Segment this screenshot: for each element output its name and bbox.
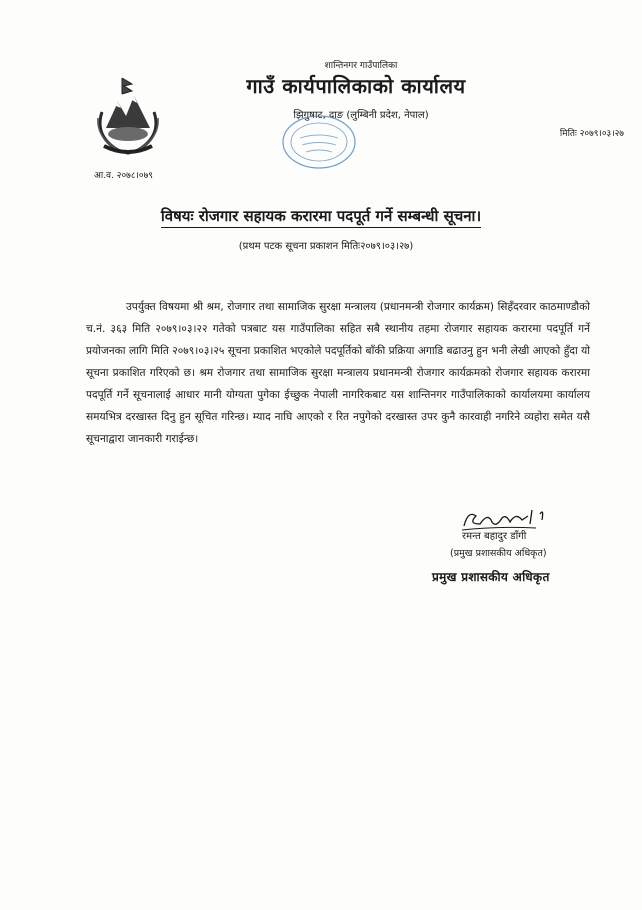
municipality-name: शान्तिनगर गाउँपालिका <box>324 61 398 71</box>
office-address: झिगुषाट, दाङ (लुम्बिनी प्रदेश, नेपाल) <box>293 110 429 121</box>
publication-date-note: (प्रथम पटक सूचना प्रकाशन मितिः२०७९।०३।२७) <box>238 241 414 252</box>
notice-subject: विषयः रोजगार सहायक करारमा पदपूर्त गर्ने सम्बन्धी सूचना। <box>161 206 481 228</box>
office-title: गाउँ कार्यपालिकाको कार्यालय <box>246 74 466 98</box>
office-stamp-icon <box>278 112 360 172</box>
subject-line <box>0 206 642 228</box>
notice-body: उपर्युक्त विषयमा श्री श्रम, रोजगार तथा सामाजिक सुरक्षा मन्त्रालय (प्रधानमन्त्री रोजगार कार्यक्रम) सिहँदरवार काठमाण्डौको च.नं. ३६३ मिति २०७९।०३।२२ गतेको पत्रबाट यस गाउँपालिका सहित सबै स्थानीय तहमा रोजगार सहायक करारमा पदपूर्ति गर्ने प्रयोजनका लागि मिति २०७९।०३।२५ सूचना प्रकाशित भएकोले पदपूर्तिको बाँकी प्रक्रिया अगाडि बढाउनु हुन भनी लेखी आएको हुँदा यो सूचना प्रकाशित गरिएको छ। श्रम रोजगार तथा सामाजिक सुरक्षा मन्त्रालय प्रधानमन्त्री रोजगार कार्यक्रमको रोजगार सहायक करारमा पदपूर्ति गर्ने सूचनालाई आधार मानी योग्यता पुगेका ईच्छुक नेपाली नागरिकबाट यस शान्तिनगर गाउँपालिकाको कार्यालयमा कार्यालय समयभित्र दरखास्त दिनु हुन सूचित गरिन्छ। म्याद नाघि आएको र रित नपुगेको दरखास्त उपर कुनै कारवाही नगरिने व्यहोरा समेत यसै सूचनाद्वारा जानकारी गराईन्छ। <box>86 301 590 445</box>
signer-name: रमन्त बहादुर डाँगी <box>462 531 527 542</box>
official-seal-text: प्रमुख प्रशासकीय अधिकृत <box>432 570 550 584</box>
fiscal-year: आ.व. २०७८।०७९ <box>94 171 153 181</box>
notice-date: मितिः २०७९।०३।२७ <box>559 129 624 139</box>
signer-title: (प्रमुख प्रशासकीय अधिकृत) <box>450 548 547 559</box>
